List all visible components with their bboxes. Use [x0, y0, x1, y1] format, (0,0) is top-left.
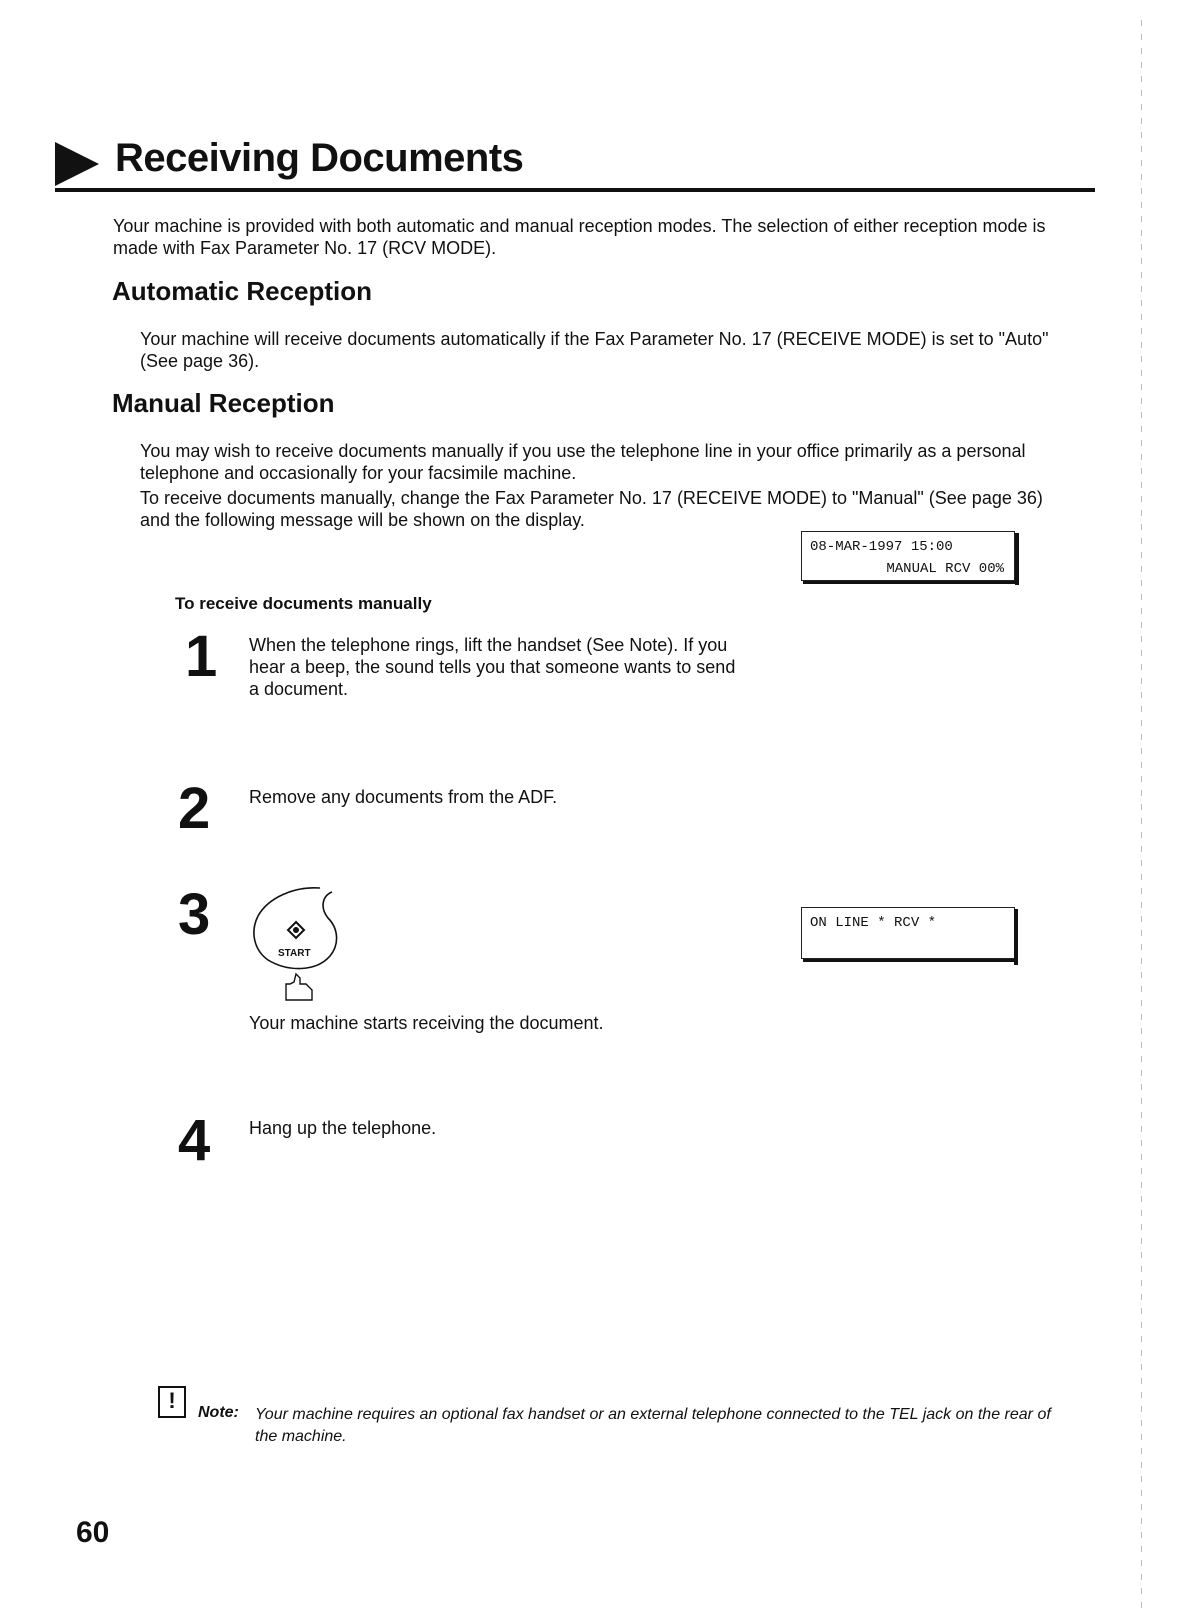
start-button-label: START — [278, 948, 311, 959]
scan-edge-dashes — [1141, 20, 1142, 1610]
step-3-number: 3 — [178, 882, 211, 947]
page-title: Receiving Documents — [115, 136, 524, 180]
lcd-shadow — [1015, 533, 1019, 585]
manual-reception-text-1: You may wish to receive documents manually if you use the telephone line in your office primarily as a personal telephone and occasionally for your facsimile machine. — [140, 441, 1026, 483]
lcd-line-2: MANUAL RCV 00% — [886, 561, 1004, 577]
page-number: 60 — [76, 1516, 110, 1549]
lcd-line-1: 08-MAR-1997 15:00 — [810, 539, 953, 555]
title-rule — [55, 188, 1095, 192]
note-exclamation-icon: ! — [158, 1386, 186, 1418]
step-3-text: Your machine starts receiving the document. — [249, 1013, 604, 1033]
note-label: Note: — [198, 1404, 239, 1421]
step-2-text: Remove any documents from the ADF. — [249, 787, 558, 807]
manual-reception-heading: Manual Reception — [112, 388, 335, 418]
lcd-shadow — [803, 581, 1019, 584]
step-4-text: Hang up the telephone. — [249, 1118, 437, 1138]
note-text: Your machine requires an optional fax handset or an external telephone connected to the TEL jack on the rear of the machine. — [255, 1406, 1051, 1445]
step-2-number: 2 — [178, 776, 211, 841]
lcd-shadow — [1014, 909, 1018, 965]
manual-reception-text-2: To receive documents manually, change the Fax Parameter No. 17 (RECEIVE MODE) to "Manual" (See page 36) and the following message will be shown on the display. — [140, 488, 1043, 530]
procedure-heading: To receive documents manually — [175, 594, 432, 613]
start-button-press-icon — [250, 884, 350, 1008]
lcd-shadow — [803, 959, 1017, 962]
lcd-display-online — [801, 907, 1015, 959]
intro-paragraph: Your machine is provided with both automatic and manual reception modes. The selection of either reception mode is made with Fax Parameter No. 17 (RCV MODE). — [113, 216, 1046, 258]
start-button-illustration — [250, 884, 350, 1008]
automatic-reception-text: Your machine will receive documents automatically if the Fax Parameter No. 17 (RECEIVE MODE) is set to "Auto" (See page 36). — [140, 329, 1049, 371]
step-4-number: 4 — [178, 1108, 211, 1173]
step-1-number: 1 — [185, 624, 218, 689]
step-1-text: When the telephone rings, lift the handset (See Note). If you hear a beep, the sound tells you that someone wants to send a document. — [249, 635, 736, 699]
lcd-display-manual — [801, 531, 1015, 581]
automatic-reception-heading: Automatic Reception — [112, 276, 373, 306]
lcd-line-1: ON LINE * RCV * — [810, 915, 937, 931]
triangle-arrow-icon — [55, 142, 99, 186]
page-header — [55, 132, 1095, 196]
